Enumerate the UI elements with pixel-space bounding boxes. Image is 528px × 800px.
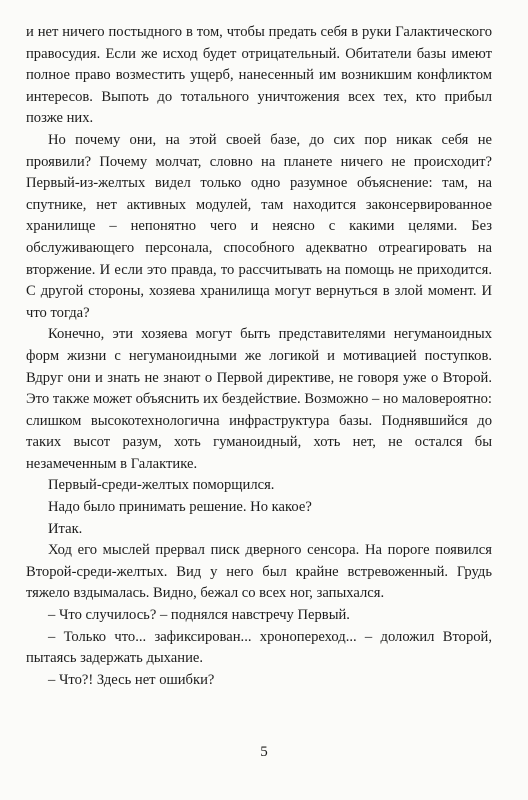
body-text [26, 22, 492, 691]
paragraph: Конечно, эти хозяева могут быть представителями негуманоидных форм жизни с негуманоидными же логикой и мотивацией поступков. Вдруг они и знать не знают о Первой директиве, не говоря уже о Второй. Это также может объяснить их бездействие. Возможно – но маловероятно: слишком высокотехнологична инфраструктура базы. Поднявшийся до таких высот разум, хоть гуманоидный, хоть нет, не остался бы незамеченным в Галактике. [26, 326, 492, 472]
paragraph: Но почему они, на этой своей базе, до сих пор никак себя не проявили? Почему молчат, словно на планете ничего не происходит? Первый-из-желтых видел только одно разумное объяснение: там, на спутнике, нет активных модулей, там находится законсервированное хранилище – непонятно чего и неясно с какими целями. Без обслуживающего персонала, способного адекватно отреагировать на вторжение. И если это правда, то рассчитывать на помощь не приходится. С другой стороны, хозяева хранилища могут вернуться в злой момент. И что тогда? [26, 131, 492, 321]
paragraph: Первый-среди-желтых поморщился. [48, 477, 275, 494]
paragraph: и нет ничего постыдного в том, чтобы предать себя в руки Галактического правосудия. Если же исход будет отрицательный. Обитатели базы имеют полное право возместить ущерб, нанесенный им возникшим конфликтом интересов. Выпоть до тотального уничтожения всех тех, кто прибыл позже них. [26, 24, 492, 127]
paragraph: Итак. [48, 520, 83, 537]
dialogue-line: – Только что... зафиксирован... хронопереход... – доложил Второй, пытаясь задержать дыхание. [26, 628, 492, 667]
page-number: 5 [260, 744, 268, 760]
dialogue-line: – Что случилось? – поднялся навстречу Первый. [48, 607, 350, 624]
dialogue-line: – Что?! Здесь нет ошибки? [48, 671, 215, 688]
paragraph: Надо было принимать решение. Но какое? [48, 499, 312, 516]
paragraph: Ход его мыслей прервал писк дверного сенсора. На пороге появился Второй-среди-желтых. Вид у него был крайне встревоженный. Грудь тяжело вздымалась. Видно, бежал со всех ног, запыхался. [26, 542, 492, 602]
